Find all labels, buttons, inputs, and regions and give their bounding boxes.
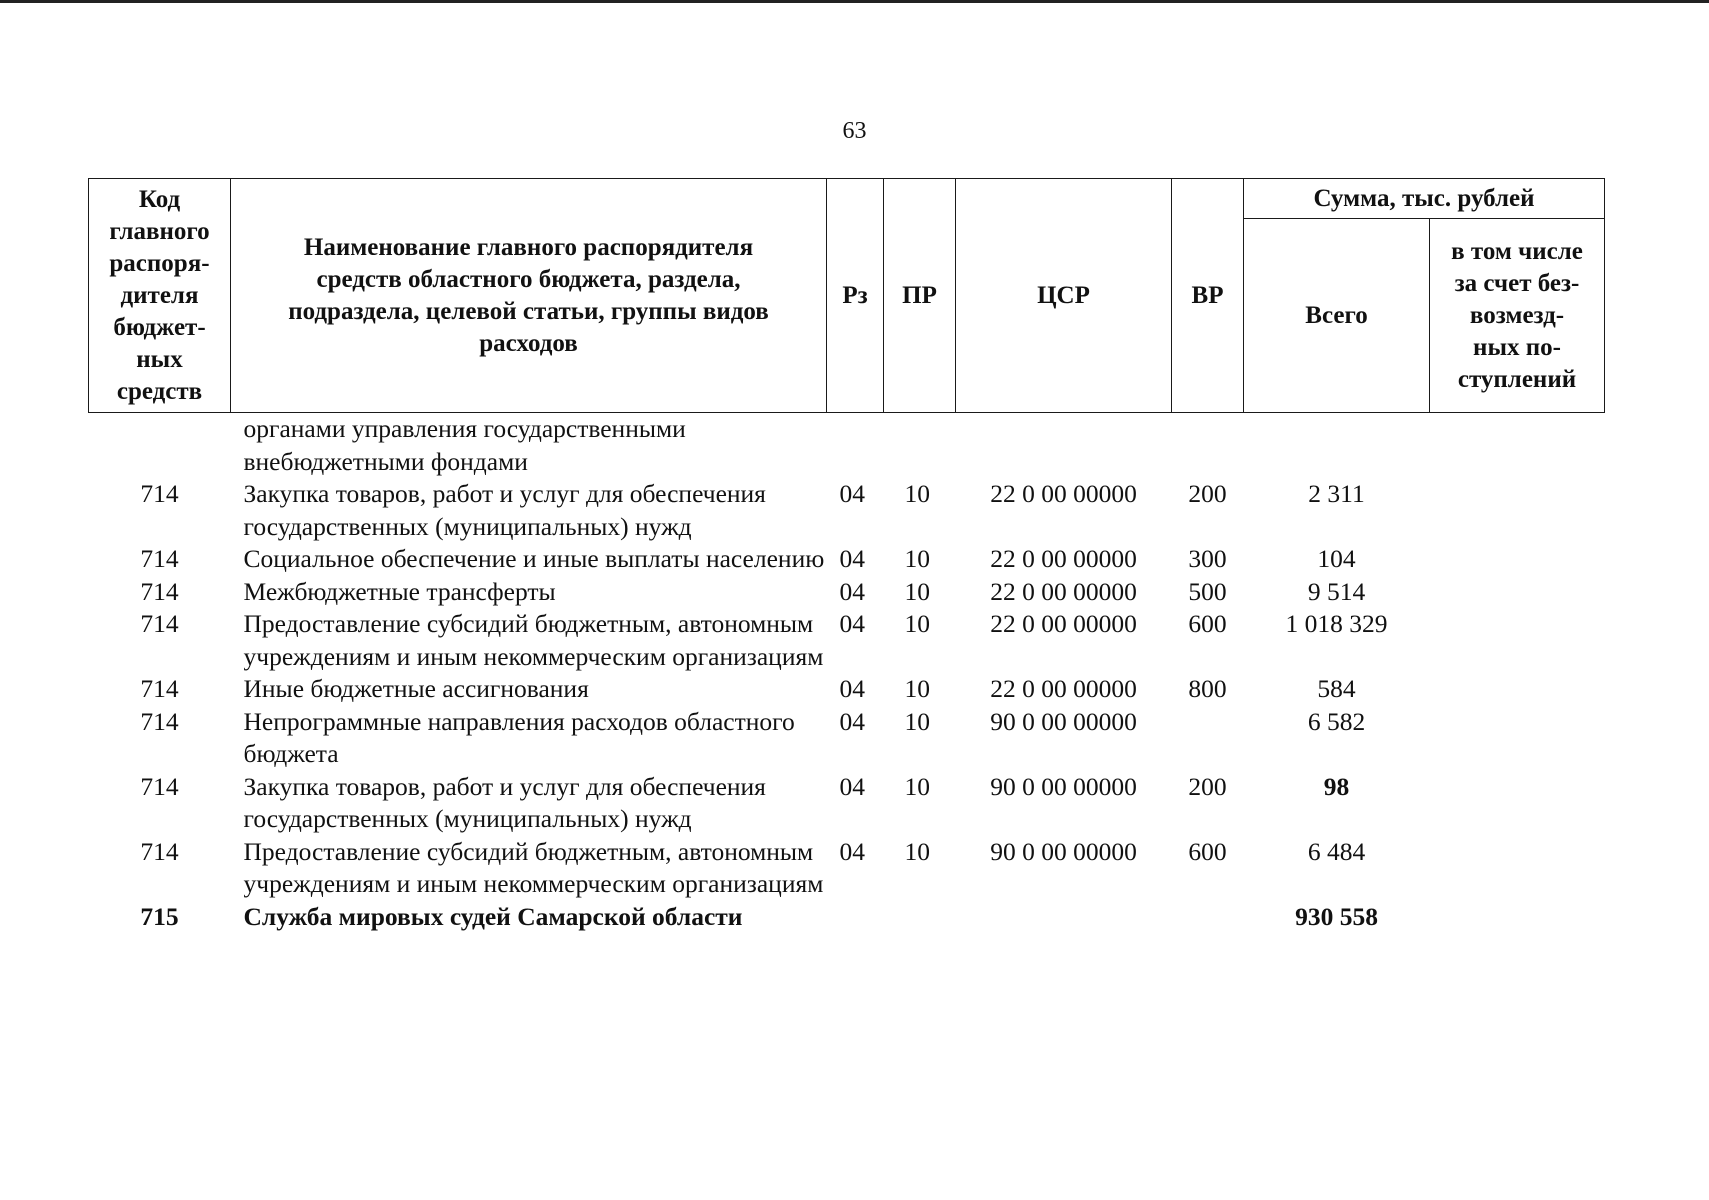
cell-code: 714 — [140, 609, 179, 638]
cell-name: Предоставление субсидий бюджетным, автономным учреждениям и иным некоммерческим организациям — [243, 836, 824, 898]
cell-rz — [827, 901, 884, 934]
cell-csr: 22 0 00 00000 — [990, 609, 1137, 638]
header-incl: в том числе за счет без- возмезд- ных по- ступлений — [1430, 219, 1605, 413]
cell-rz: 04 — [839, 576, 865, 606]
cell-pr: 10 — [904, 771, 930, 801]
cell-name: Закупка товаров, работ и услуг для обеспечения государственных (муниципальных) нужд — [243, 479, 766, 541]
cell-code: 714 — [140, 836, 179, 866]
cell-name: Непрограммные направления расходов областного бюджета — [243, 706, 795, 768]
cell-vr — [1172, 706, 1244, 771]
cell-total: 1 018 329 — [1285, 609, 1388, 638]
cell-total: 6 484 — [1307, 836, 1366, 866]
cell-incl — [1430, 413, 1605, 479]
cell-incl — [1430, 771, 1605, 836]
header-pr: ПР — [884, 179, 956, 413]
cell-code: 715 — [140, 901, 179, 931]
cell-rz: 04 — [839, 609, 865, 638]
header-sum: Сумма, тыс. рублей — [1244, 179, 1605, 219]
cell-csr — [956, 901, 1172, 934]
cell-vr: 600 — [1188, 609, 1227, 638]
cell-pr: 10 — [904, 479, 930, 508]
cell-name: Закупка товаров, работ и услуг для обеспечения государственных (муниципальных) нужд — [243, 771, 766, 833]
cell-name: органами управления государственными внебюджетными фондами — [243, 414, 686, 476]
cell-vr: 600 — [1188, 836, 1227, 866]
cell-csr: 90 0 00 00000 — [990, 771, 1137, 801]
cell-total: 584 — [1317, 674, 1356, 703]
cell-csr: 90 0 00 00000 — [990, 706, 1137, 736]
header-csr: ЦСР — [956, 179, 1172, 413]
top-edge-line — [0, 0, 1709, 3]
table-row — [89, 576, 1605, 609]
cell-rz: 04 — [839, 771, 865, 801]
cell-name: Предоставление субсидий бюджетным, автономным учреждениям и иным некоммерческим организациям — [243, 609, 824, 671]
cell-csr: 90 0 00 00000 — [990, 836, 1137, 866]
cell-rz: 04 — [839, 674, 865, 703]
header-vr: ВР — [1172, 179, 1244, 413]
cell-total: 9 514 — [1307, 576, 1366, 606]
table-body — [89, 413, 1605, 934]
cell-total: 930 558 — [1295, 901, 1378, 931]
cell-incl — [1430, 576, 1605, 609]
cell-rz — [827, 413, 884, 479]
header-total: Всего — [1244, 219, 1430, 413]
cell-vr: 500 — [1188, 576, 1227, 606]
table-row-total — [89, 901, 1605, 934]
table-row — [89, 608, 1605, 673]
cell-pr: 10 — [904, 706, 930, 736]
table-row — [89, 836, 1605, 901]
table-row — [89, 478, 1605, 543]
cell-csr: 22 0 00 00000 — [990, 544, 1137, 573]
cell-csr: 22 0 00 00000 — [990, 576, 1137, 606]
table-header — [89, 179, 1605, 413]
cell-incl — [1430, 608, 1605, 673]
cell-vr: 200 — [1188, 771, 1227, 801]
cell-code: 714 — [140, 544, 179, 573]
cell-code: 714 — [140, 771, 179, 801]
cell-total: 2 311 — [1308, 479, 1365, 508]
cell-rz: 04 — [839, 836, 865, 866]
cell-name: Служба мировых судей Самарской области — [243, 901, 743, 931]
cell-incl — [1430, 478, 1605, 543]
cell-total: 6 582 — [1307, 706, 1366, 736]
cell-name: Иные бюджетные ассигнования — [243, 674, 589, 703]
table-row — [89, 673, 1605, 706]
cell-pr: 10 — [904, 836, 930, 866]
cell-vr: 800 — [1188, 674, 1227, 703]
cell-pr: 10 — [904, 576, 930, 606]
table-row — [89, 771, 1605, 836]
cell-pr — [884, 901, 956, 934]
cell-incl — [1430, 901, 1605, 934]
cell-code: 714 — [140, 576, 179, 606]
header-name: Наименование главного распорядителя средств областного бюджета, раздела, подраздела, целевой статьи, группы видов расходов — [231, 179, 827, 413]
budget-table — [88, 178, 1605, 933]
cell-incl — [1430, 543, 1605, 576]
table-row — [89, 706, 1605, 771]
cell-code: 714 — [140, 706, 179, 736]
cell-rz: 04 — [839, 706, 865, 736]
cell-code: 714 — [140, 479, 179, 508]
table-row — [89, 543, 1605, 576]
cell-csr: 22 0 00 00000 — [990, 674, 1137, 703]
cell-rz: 04 — [839, 544, 865, 573]
cell-csr — [956, 413, 1172, 479]
cell-vr — [1172, 901, 1244, 934]
cell-code: 714 — [140, 674, 179, 703]
header-code: Код главного распоря- дителя бюджет- ных средств — [89, 179, 231, 413]
cell-rz: 04 — [839, 479, 865, 508]
cell-incl — [1430, 836, 1605, 901]
cell-vr — [1172, 413, 1244, 479]
cell-name: Социальное обеспечение и иные выплаты населению — [243, 544, 825, 573]
cell-total: 98 — [1323, 771, 1350, 801]
cell-pr: 10 — [904, 544, 930, 573]
cell-incl — [1430, 673, 1605, 706]
cell-csr: 22 0 00 00000 — [990, 479, 1137, 508]
cell-pr: 10 — [904, 609, 930, 638]
cell-total — [1244, 413, 1430, 479]
cell-pr: 10 — [904, 674, 930, 703]
cell-incl — [1430, 706, 1605, 771]
cell-pr — [884, 413, 956, 479]
cell-vr: 200 — [1188, 479, 1227, 508]
cell-total: 104 — [1317, 544, 1356, 573]
header-rz: Рз — [827, 179, 884, 413]
cell-vr: 300 — [1188, 544, 1227, 573]
cell-code — [89, 413, 231, 479]
table-row — [89, 413, 1605, 479]
cell-name: Межбюджетные трансферты — [243, 576, 556, 606]
page-number: 63 — [842, 118, 867, 144]
